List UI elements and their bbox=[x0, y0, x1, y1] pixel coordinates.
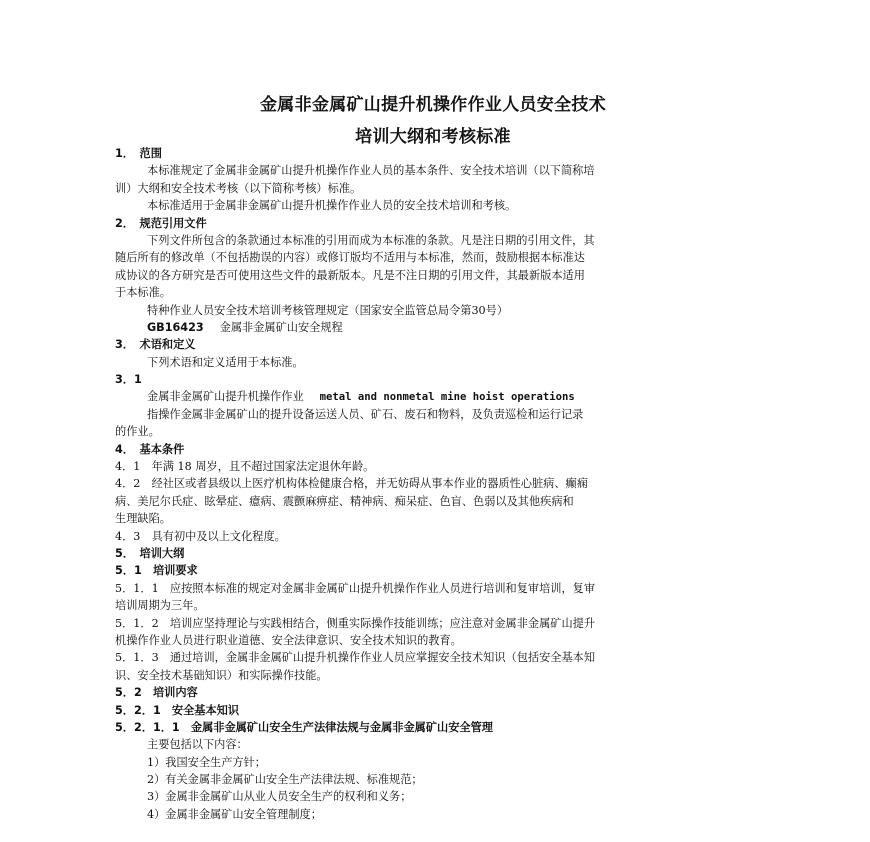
clause-line: 5．1．1 应按照本标准的规定对金属非金属矿山提升机操作作业人员进行培训和复审培训，复审 bbox=[115, 581, 596, 595]
paragraph-line: 成协议的各方研究是否可使用这些文件的最新版本。凡是不注日期的引用文件，其最新版本适用 bbox=[115, 268, 585, 282]
paragraph-line: 机操作作业人员进行职业道德、安全法律意识、安全技术知识的教育。 bbox=[115, 633, 462, 647]
section-heading: 3． 术语和定义 bbox=[115, 338, 196, 352]
section-heading: 1． 范围 bbox=[115, 147, 162, 160]
list-item: 1）我国安全生产方针； bbox=[147, 755, 266, 769]
clause-number: 3．1 bbox=[115, 373, 142, 387]
reference-title: 金属非金属矿山安全规程 bbox=[219, 320, 343, 334]
paragraph-line: 于本标准。 bbox=[115, 286, 171, 300]
paragraph-line: 训）大纲和安全技术考核（以下简称考核）标准。 bbox=[115, 181, 362, 195]
paragraph-line: 随后所有的修改单（不包括勘误的内容）或修订版均不适用与本标准，然而，鼓励根据本标准达 bbox=[115, 251, 585, 265]
document-title-line-1: 金属非金属矿山提升机操作作业人员安全技术 bbox=[260, 95, 606, 115]
subsection-heading: 5．2．1 安全基本知识 bbox=[115, 703, 240, 717]
paragraph-line: 病、美尼尔氏症、眩晕症、癔病、震颤麻痹症、精神病、痴呆症、色盲、色弱以及其他疾病和 bbox=[115, 494, 574, 508]
paragraph-line: 培训周期为三年。 bbox=[115, 599, 205, 613]
term-line bbox=[115, 388, 755, 405]
reference-item bbox=[115, 319, 755, 336]
clause-line: 5．1．3 通过培训，金属非金属矿山提升机操作作业人员应掌握安全技术知识（包括安全基本知 bbox=[115, 651, 596, 665]
term-chinese: 金属非金属矿山提升机操作作业 bbox=[147, 390, 304, 404]
clause-line: 4．2 经社区或者县级以上医疗机构体检健康合格，并无妨碍从事本作业的器质性心脏病、癫痫 bbox=[115, 477, 588, 491]
paragraph-line: 本标准适用于金属非金属矿山提升机操作作业人员的安全技术培训和考核。 bbox=[147, 199, 517, 213]
section-heading: 5． 培训大纲 bbox=[115, 546, 185, 560]
paragraph-line: 本标准规定了金属非金属矿山提升机操作作业人员的基本条件、安全技术培训（以下简称培 bbox=[147, 164, 595, 178]
paragraph-line: 下列文件所包含的条款通过本标准的引用而成为本标准的条款。凡是注日期的引用文件，其 bbox=[147, 233, 595, 247]
subsection-heading: 5．1 培训要求 bbox=[115, 564, 198, 578]
document-title-line-2: 培训大纲和考核标准 bbox=[355, 127, 511, 147]
paragraph-line: 下列术语和定义适用于本标准。 bbox=[147, 355, 304, 369]
paragraph-line: 的作业。 bbox=[115, 425, 160, 439]
term-english: metal and nonmetal mine hoist operations bbox=[319, 391, 575, 404]
reference-code: GB16423 bbox=[147, 320, 204, 334]
clause-line: 5．1．2 培训应坚持理论与实践相结合，侧重实际操作技能训练；应注意对金属非金属矿山提升 bbox=[115, 616, 596, 630]
list-item: 3）金属非金属矿山从业人员安全生产的权利和义务； bbox=[147, 790, 412, 804]
clause-line: 4．3 具有初中及以上文化程度。 bbox=[115, 529, 286, 543]
list-item: 4）金属非金属矿山安全管理制度； bbox=[147, 807, 322, 821]
section-heading: 4． 基本条件 bbox=[115, 442, 185, 456]
document-body bbox=[115, 145, 755, 823]
subsection-heading: 5．2 培训内容 bbox=[115, 686, 198, 700]
paragraph-line: 生理缺陷。 bbox=[115, 512, 171, 526]
section-heading: 2． 规范引用文件 bbox=[115, 216, 207, 230]
subsection-heading: 5．2．1．1 金属非金属矿山安全生产法律法规与金属非金属矿山安全管理 bbox=[115, 720, 493, 734]
clause-line: 4．1 年满 18 周岁，且不超过国家法定退休年龄。 bbox=[115, 460, 375, 474]
paragraph-line: 指操作金属非金属矿山的提升设备运送人员、矿石、废石和物料，及负责巡检和运行记录 bbox=[147, 407, 584, 421]
paragraph-line: 识、安全技术基础知识）和实际操作技能。 bbox=[115, 668, 328, 682]
list-item: 2）有关金属非金属矿山安全生产法律法规、标准规范； bbox=[147, 773, 423, 787]
paragraph-line: 主要包括以下内容： bbox=[147, 738, 248, 752]
reference-item: 特种作业人员安全技术培训考核管理规定（国家安全监管总局令第30号） bbox=[147, 303, 509, 317]
